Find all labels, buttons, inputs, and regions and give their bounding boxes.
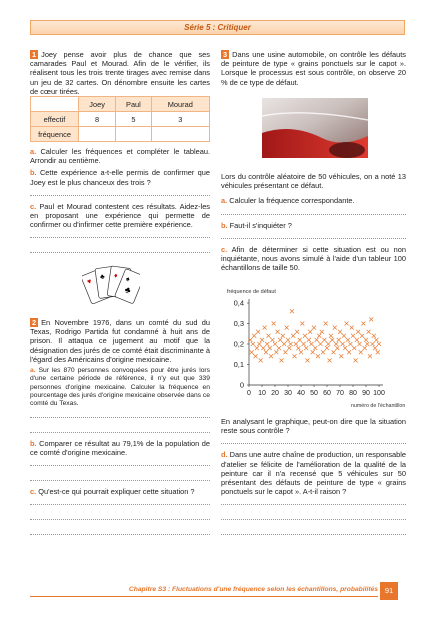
data-point	[273, 342, 277, 346]
data-point	[267, 334, 271, 338]
playing-cards-image	[82, 262, 140, 312]
data-point	[311, 350, 315, 354]
data-point	[338, 330, 342, 334]
answer-line[interactable]	[30, 511, 210, 520]
answer-line[interactable]	[30, 496, 210, 505]
y-tick-label: 0,2	[233, 339, 244, 349]
data-point	[369, 317, 373, 321]
data-point	[339, 354, 343, 358]
chapter-footer: Chapitre S3 : Fluctuations d'une fréquence selon les échantillons, probabilités	[128, 586, 378, 593]
data-point	[306, 358, 310, 362]
data-point	[250, 350, 254, 354]
data-point	[251, 342, 255, 346]
data-point	[321, 350, 325, 354]
table-header: Paul	[116, 97, 151, 112]
data-point	[364, 338, 368, 342]
data-point	[347, 350, 351, 354]
data-point	[269, 354, 273, 358]
data-point	[330, 338, 334, 342]
data-point	[335, 346, 339, 350]
data-point	[252, 334, 256, 338]
ex3-qb: b. Faut-il s'inquiéter ?	[221, 220, 292, 230]
table-cell: 3	[151, 112, 209, 127]
data-point	[293, 354, 297, 358]
table-header: Joey	[79, 97, 116, 112]
answer-line[interactable]	[30, 229, 210, 238]
y-tick-label: 0	[239, 380, 244, 390]
data-point	[367, 330, 371, 334]
car-hood-photo	[262, 98, 368, 158]
x-tick-label: 20	[271, 390, 279, 397]
page-number: 91	[380, 582, 398, 600]
data-point	[264, 350, 268, 354]
data-point	[286, 338, 290, 342]
x-tick-label: 40	[297, 390, 305, 397]
data-point	[334, 342, 338, 346]
ex3-number: 3	[223, 50, 228, 59]
data-point	[333, 326, 337, 330]
chart-ylabel: fréquence de défaut	[227, 289, 276, 295]
answer-line[interactable]	[30, 409, 210, 418]
answer-line[interactable]	[30, 526, 210, 535]
table-cell: 8	[79, 112, 116, 127]
ex2-qa: a. Sur les 870 personnes convoquées pour être jurés lors d'une certaine période de référence, il n'y eut que 339 personnes d'origine mexicaine. Calculer la fréquence en pourcentage des jurés d'origine mexicaine observée dans ce comté du Texas.	[30, 367, 211, 408]
data-point	[270, 338, 274, 342]
x-tick-label: 0	[247, 390, 251, 397]
data-point	[282, 342, 286, 346]
svg-text:♥: ♥	[86, 278, 93, 287]
ex3-tail	[221, 417, 406, 541]
data-point	[356, 330, 360, 334]
answer-line[interactable]	[221, 526, 406, 535]
footer-rule	[30, 596, 378, 597]
answer-line[interactable]	[30, 472, 210, 481]
data-point	[354, 358, 358, 362]
svg-text:♣: ♣	[99, 273, 106, 282]
data-point	[316, 354, 320, 358]
data-point	[332, 350, 336, 354]
ex2-number: 2	[32, 318, 37, 327]
ex3-after-chart: En analysant le graphique, peut-on dire que la situation reste sous contrôle ?	[221, 417, 406, 436]
ex1-intro: 1 Joey pense avoir plus de chance que ses camarades Paul et Mourad. Afin de le vérifier, ils réalisent tous les trois trente tirages avec remise dans un jeu de 32 cartes. On dénombre ensuite les cartes de cœur tirées.	[30, 50, 210, 96]
data-point	[342, 334, 346, 338]
data-point	[308, 330, 312, 334]
exercise-3	[221, 50, 406, 87]
data-point	[276, 330, 280, 334]
data-point	[290, 309, 294, 313]
ex1-qb: b. Cette expérience a-t-elle permis de confirmer que Joey est le plus chanceux des trois ?	[30, 168, 210, 187]
data-point	[313, 346, 317, 350]
data-point	[346, 338, 350, 342]
ex3-control: Lors du contrôle aléatoire de 50 véhicules, on a noté 13 véhicules présentant ce défaut.	[221, 172, 406, 191]
table-cell: 5	[116, 112, 151, 127]
data-point	[295, 330, 299, 334]
data-point	[289, 342, 293, 346]
data-point	[280, 358, 284, 362]
data-point	[373, 346, 377, 350]
exercise-1	[30, 50, 210, 96]
ex3-body	[221, 172, 406, 272]
x-tick-label: 60	[323, 390, 331, 397]
table-header: Mourad	[151, 97, 209, 112]
data-point	[352, 346, 356, 350]
answer-line[interactable]	[30, 457, 210, 466]
data-point	[263, 326, 267, 330]
data-point	[299, 350, 303, 354]
svg-text:♦: ♦	[113, 272, 118, 280]
data-point	[272, 322, 276, 326]
svg-text:♠: ♠	[124, 275, 131, 284]
data-point	[345, 322, 349, 326]
ex1-table-wrap	[30, 96, 210, 142]
data-point	[256, 330, 260, 334]
answer-line[interactable]	[221, 496, 406, 505]
data-point	[259, 358, 263, 362]
data-point	[350, 326, 354, 330]
exercise-2	[30, 318, 210, 541]
data-point	[329, 334, 333, 338]
data-point	[322, 338, 326, 342]
ex1-qc: c. Paul et Mourad contestent ces résultats. Aidez-les en proposant une expérience qui permette de confirmer ou d'infirmer cette première expérience.	[30, 201, 210, 230]
table-row	[31, 127, 210, 142]
data-point	[374, 338, 378, 342]
data-point	[326, 342, 330, 346]
y-tick-label: 0,4	[233, 298, 244, 308]
ex1-number: 1	[32, 50, 37, 59]
data-point	[255, 346, 259, 350]
data-point	[312, 326, 316, 330]
data-point	[358, 342, 362, 346]
data-point	[300, 322, 304, 326]
data-point	[360, 334, 364, 338]
x-tick-label: 100	[373, 390, 385, 397]
data-point	[287, 346, 291, 350]
data-point	[315, 338, 319, 342]
ex2-intro: 2 En Novembre 1976, dans un comté du sud du Texas, Rodrigo Partida fut condamné à huit ans de prison. Il attaqua ce jugement au motif que la désignation des jurés de ce comté était discriminante à l'égard des Américains d'origine mexicaine.	[30, 318, 210, 364]
data-point	[359, 350, 363, 354]
answer-line[interactable]	[221, 206, 406, 215]
data-point	[348, 342, 352, 346]
defect-frequency-chart	[221, 285, 406, 410]
row-label: effectif	[31, 112, 79, 127]
ex1-qa: a. Calculer les fréquences et compléter le tableau. Arrondir au centième.	[30, 147, 210, 166]
data-point	[363, 346, 367, 350]
ex1-table	[30, 96, 210, 142]
data-point	[296, 346, 300, 350]
data-point	[302, 342, 306, 346]
data-point	[368, 354, 372, 358]
data-point	[351, 334, 355, 338]
ex2-qb: b. Comparer ce résultat au 79,1% de la population de ce comté d'origine mexicaine.	[30, 438, 210, 457]
ex3-qd: d. Dans une autre chaîne de production, un responsable d'atelier se félicite de l'amélioration de la qualité de la peinture car il n'a recensé que 5 véhicules sur 50 présentant des défauts de peinture de type « grains ponctuels sur le capot ». A-t-il raison ?	[221, 450, 406, 497]
ex2-qc: c. Qu'est-ce qui pourrait expliquer cette situation ?	[30, 486, 195, 496]
data-point	[268, 346, 272, 350]
answer-line[interactable]	[30, 187, 210, 196]
data-point	[303, 334, 307, 338]
data-point	[371, 342, 375, 346]
data-point	[317, 334, 321, 338]
data-point	[294, 342, 298, 346]
svg-text:♣: ♣	[123, 284, 133, 296]
data-point	[328, 358, 332, 362]
data-point	[377, 342, 381, 346]
ex3-qc: c. Afin de déterminer si cette situation est ou non inquiétante, nous avons simulé à l'aide d'un tableur 100 échantillons de taille 50.	[221, 244, 406, 273]
x-tick-label: 70	[336, 390, 344, 397]
data-point	[376, 350, 380, 354]
table-cell[interactable]	[79, 127, 116, 142]
table-row	[31, 112, 210, 127]
data-point	[372, 334, 376, 338]
data-point	[320, 330, 324, 334]
data-point	[278, 338, 282, 342]
data-point	[365, 342, 369, 346]
data-point	[304, 346, 308, 350]
data-point	[254, 354, 258, 358]
data-point	[281, 334, 285, 338]
data-point	[298, 338, 302, 342]
data-point	[343, 346, 347, 350]
row-label: fréquence	[31, 127, 79, 142]
data-point	[291, 334, 295, 338]
data-point	[277, 346, 281, 350]
data-point	[324, 322, 328, 326]
table-header-row	[31, 97, 210, 112]
data-point	[319, 342, 323, 346]
data-point	[307, 338, 311, 342]
series-header: Série 5 : Critiquer	[30, 20, 405, 35]
data-point	[341, 342, 345, 346]
table-cell[interactable]	[116, 127, 151, 142]
ex3-qa: a. Calculer la fréquence correspondante.	[221, 196, 355, 206]
data-point	[325, 346, 329, 350]
answer-line[interactable]	[30, 244, 210, 253]
data-point	[260, 338, 264, 342]
x-tick-label: 50	[310, 390, 318, 397]
data-point	[355, 338, 359, 342]
y-tick-label: 0,1	[233, 360, 244, 369]
data-point	[257, 342, 261, 346]
data-point	[274, 350, 278, 354]
answer-line[interactable]	[221, 230, 406, 239]
data-point	[285, 326, 289, 330]
data-point	[283, 350, 287, 354]
answer-line[interactable]	[30, 424, 210, 433]
data-point	[361, 322, 365, 326]
data-point	[309, 342, 313, 346]
x-tick-label: 80	[349, 390, 357, 397]
x-tick-label: 90	[362, 390, 370, 397]
ex3-intro: 3 Dans une usine automobile, on contrôle les défauts de peinture de type « grains ponctuels sur le capot ». Lorsque le processus est sous contrôle, on observe 20 % de ce type de défaut.	[221, 50, 406, 87]
answer-line[interactable]	[221, 511, 406, 520]
data-point	[261, 346, 265, 350]
ex1-questions	[30, 147, 210, 259]
answer-line[interactable]	[221, 435, 406, 444]
data-point	[265, 342, 269, 346]
x-tick-label: 10	[258, 390, 266, 397]
chart-xlabel: numéro de l'échantillon	[351, 403, 406, 409]
x-tick-label: 30	[284, 390, 292, 397]
data-point	[337, 338, 341, 342]
table-cell[interactable]	[151, 127, 209, 142]
y-tick-label: 0,3	[233, 319, 244, 328]
